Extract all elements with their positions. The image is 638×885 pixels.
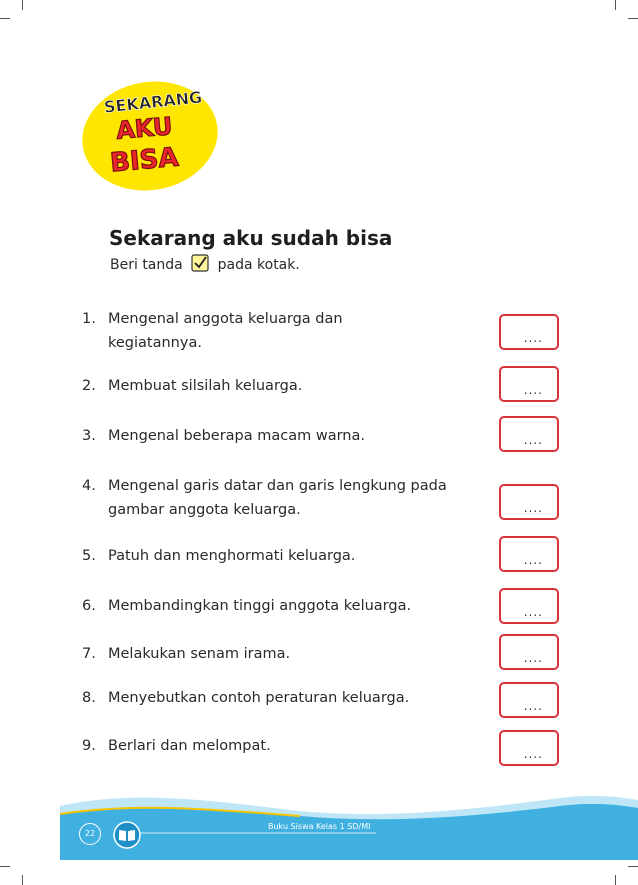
item-text: Membandingkan tinggi anggota keluarga. (108, 598, 412, 614)
footer-wave (0, 780, 638, 860)
item-text: Mengenal garis datar dan garis lengkung pada gambar anggota keluarga. (108, 478, 447, 518)
answer-box[interactable] (499, 588, 559, 624)
crop-mark (628, 866, 638, 867)
item-text: Menyebutkan contoh peraturan keluarga. (108, 690, 410, 706)
book-icon (112, 820, 142, 850)
answer-box[interactable] (499, 314, 559, 350)
list-item (82, 374, 482, 398)
item-number: 9. (82, 738, 96, 754)
section-title: Sekarang aku sudah bisa (109, 226, 393, 250)
item-number: 2. (82, 378, 96, 394)
instruction (110, 256, 300, 274)
item-number: 4. (82, 478, 96, 494)
list-item (82, 642, 482, 666)
sekarang-aku-bisa-badge (80, 76, 222, 194)
instruction-after: pada kotak. (217, 257, 300, 273)
answer-box[interactable] (499, 634, 559, 670)
book-title: Buku Siswa Kelas 1 SD/MI (268, 822, 371, 831)
checkbox-check-icon (191, 254, 209, 272)
list-item (82, 544, 482, 568)
crop-mark (615, 0, 616, 10)
crop-mark (22, 875, 23, 885)
item-number: 8. (82, 690, 96, 706)
instruction-before: Beri tanda (110, 257, 183, 273)
badge-line-aku: AKU (115, 112, 174, 145)
answer-placeholder: .... (523, 699, 543, 713)
badge-line-sekarang: SEKARANG (103, 87, 204, 117)
list-item (82, 474, 482, 522)
item-text: Membuat silsilah keluarga. (108, 378, 303, 394)
answer-box[interactable] (499, 730, 559, 766)
answer-placeholder: .... (523, 331, 543, 345)
item-text: Patuh dan menghormati keluarga. (108, 548, 356, 564)
answer-box[interactable] (499, 416, 559, 452)
answer-placeholder: .... (523, 747, 543, 761)
crop-mark (615, 875, 616, 885)
item-text: Mengenal anggota keluarga dan kegiatannya. (108, 311, 343, 351)
answer-placeholder: .... (523, 605, 543, 619)
item-number: 7. (82, 646, 96, 662)
answer-box[interactable] (499, 484, 559, 520)
item-text: Melakukan senam irama. (108, 646, 291, 662)
crop-mark (0, 866, 10, 867)
list-item (82, 424, 482, 448)
item-number: 6. (82, 598, 96, 614)
page-number: 22 (79, 823, 101, 845)
answer-placeholder: .... (523, 501, 543, 515)
item-number: 1. (82, 311, 96, 327)
item-number: 5. (82, 548, 96, 564)
list-item (82, 734, 482, 758)
answer-box[interactable] (499, 682, 559, 718)
crop-mark (628, 18, 638, 19)
list-item (82, 307, 482, 355)
answer-placeholder: .... (523, 383, 543, 397)
list-item (82, 594, 482, 618)
answer-placeholder: .... (523, 433, 543, 447)
badge-line-bisa: BISA (109, 142, 180, 179)
list-item (82, 686, 482, 710)
crop-mark (22, 0, 23, 10)
item-text: Berlari dan melompat. (108, 738, 271, 754)
answer-box[interactable] (499, 536, 559, 572)
item-number: 3. (82, 428, 96, 444)
answer-box[interactable] (499, 366, 559, 402)
answer-placeholder: .... (523, 651, 543, 665)
crop-mark (0, 18, 10, 19)
answer-placeholder: .... (523, 553, 543, 567)
item-text: Mengenal beberapa macam warna. (108, 428, 365, 444)
